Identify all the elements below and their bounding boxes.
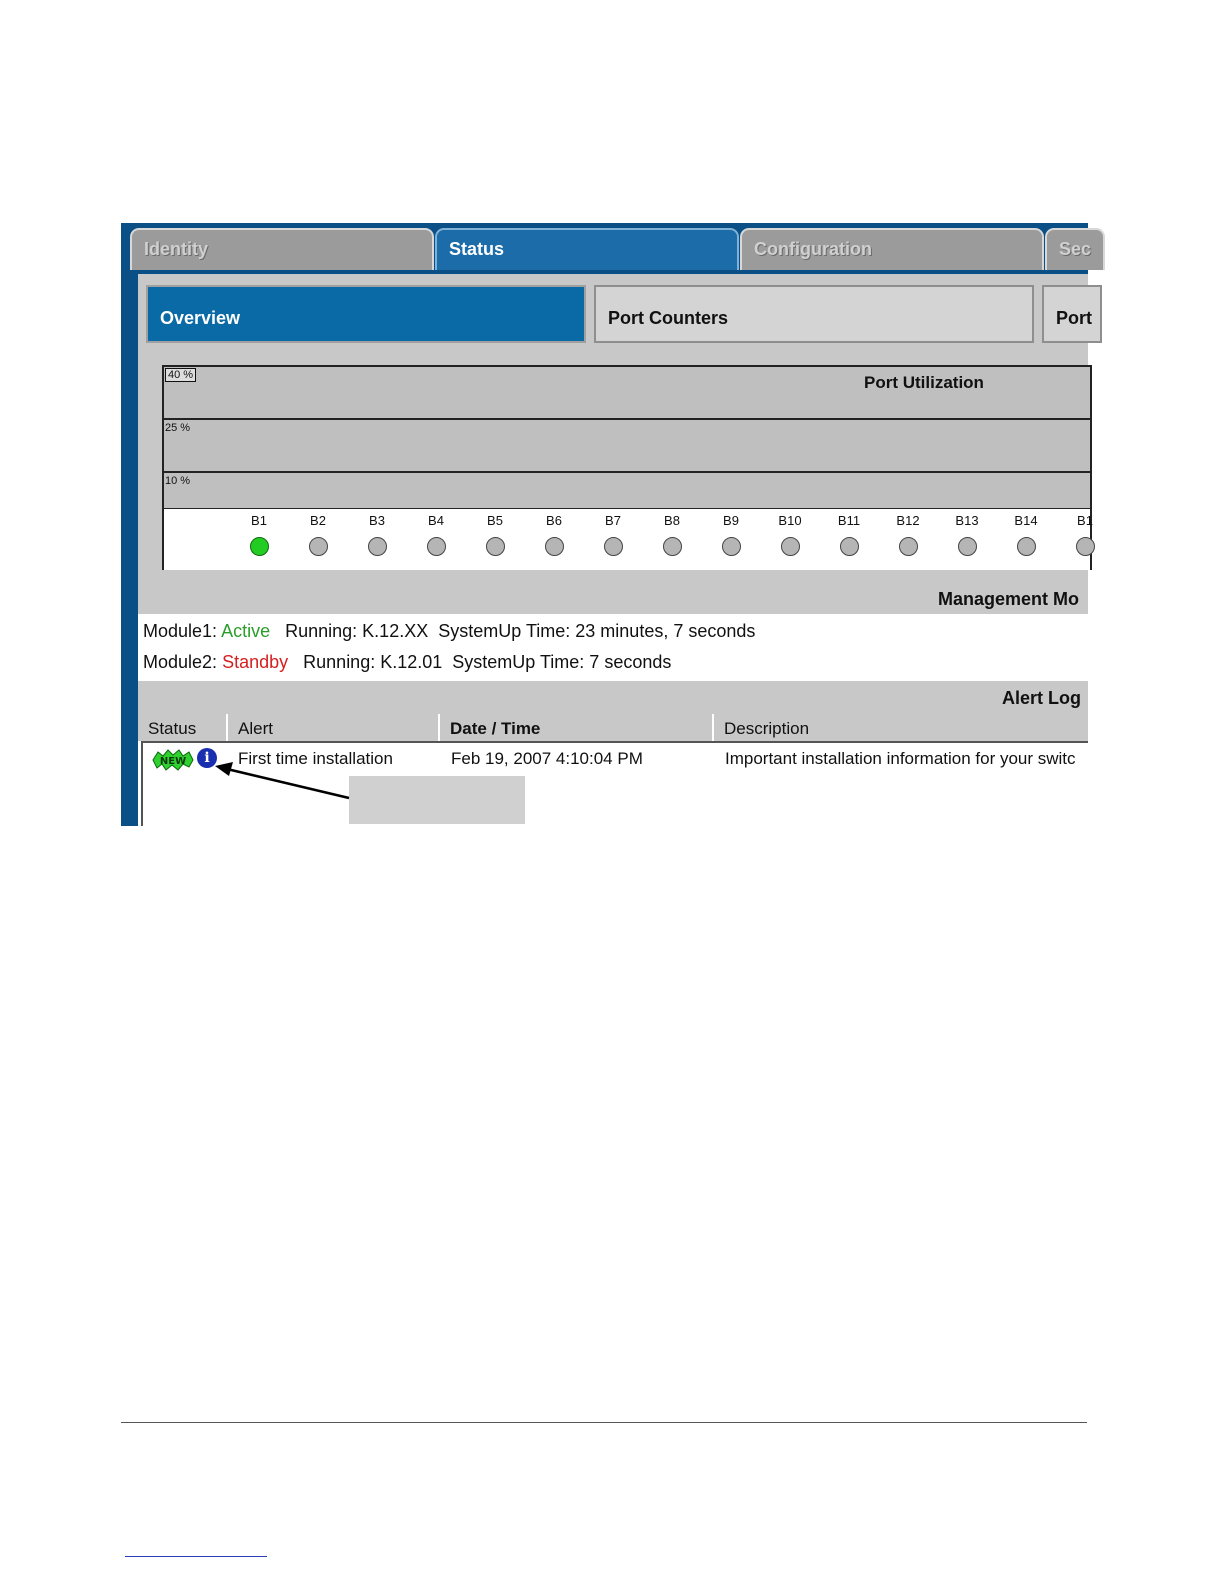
port-status-led-icon[interactable] — [250, 537, 269, 556]
port-status-led-icon[interactable] — [899, 537, 918, 556]
port-b6-indicator[interactable] — [529, 513, 579, 556]
port-b2-indicator[interactable] — [293, 513, 343, 556]
port-label: B9 — [723, 513, 739, 528]
tab-identity[interactable]: Identity — [130, 228, 434, 270]
port-label: B2 — [310, 513, 326, 528]
module2-name: Module2: — [143, 652, 218, 672]
management-title: Management Mo — [938, 589, 1080, 609]
alert-log-column-headers — [138, 714, 1088, 741]
svg-text:NEW: NEW — [159, 756, 187, 767]
port-utilization-chart — [162, 365, 1092, 570]
port-label: B4 — [428, 513, 444, 528]
port-utilization-panel — [138, 352, 1093, 582]
level-label-40: 40 % — [165, 368, 196, 382]
port-status-led-icon[interactable] — [958, 537, 977, 556]
level-label-25: 25 % — [165, 422, 191, 434]
module2-uptime: SystemUp Time: 7 seconds — [452, 652, 672, 672]
tab-security[interactable]: Sec — [1045, 228, 1105, 270]
port-status-led-icon[interactable] — [1076, 537, 1095, 556]
port-b5-indicator[interactable] — [470, 513, 520, 556]
subtab-port-counters[interactable]: Port Counters — [594, 285, 1034, 343]
port-label: B12 — [896, 513, 920, 528]
port-b1-indicator[interactable] — [234, 513, 284, 556]
port-status-led-icon[interactable] — [663, 537, 682, 556]
module2-status-line — [143, 652, 671, 673]
port-label: B8 — [664, 513, 680, 528]
management-modules-header — [138, 582, 1088, 614]
port-b8-indicator[interactable] — [647, 513, 697, 556]
subtab-bar — [138, 274, 1092, 352]
port-label: B14 — [1014, 513, 1038, 528]
column-alert[interactable]: Alert — [228, 714, 440, 741]
port-label: B1 — [251, 513, 267, 528]
page-footer-rule — [121, 1422, 1087, 1423]
port-label: B7 — [605, 513, 621, 528]
column-description[interactable]: Description — [724, 719, 810, 738]
module2-state: Standby — [222, 652, 289, 672]
switch-web-ui-screenshot — [121, 223, 1093, 826]
module1-uptime: SystemUp Time: 23 minutes, 7 seconds — [438, 621, 756, 641]
description-cell: Important installation information for your switc — [725, 749, 1076, 768]
port-b11-indicator[interactable] — [824, 513, 874, 556]
alert-log-header — [138, 681, 1088, 714]
alert-log-title: Alert Log — [1002, 688, 1081, 708]
date-time-cell: Feb 19, 2007 4:10:04 PM — [451, 749, 643, 768]
port-b14-indicator[interactable] — [1001, 513, 1051, 556]
port-label: B11 — [837, 513, 861, 528]
port-label: B1 — [1077, 513, 1093, 528]
info-icon[interactable]: i — [197, 748, 217, 768]
level-label-10: 10 % — [165, 475, 191, 487]
port-status-led-icon[interactable] — [840, 537, 859, 556]
port-b7-indicator[interactable] — [588, 513, 638, 556]
port-label: B10 — [778, 513, 802, 528]
port-b3-indicator[interactable] — [352, 513, 402, 556]
column-date-time[interactable]: Date / Time — [440, 714, 714, 741]
port-label: B3 — [369, 513, 385, 528]
port-b4-indicator[interactable] — [411, 513, 461, 556]
port-status-row — [164, 509, 1093, 570]
port-status-led-icon[interactable] — [722, 537, 741, 556]
port-status-led-icon[interactable] — [368, 537, 387, 556]
alert-cell: First time installation — [238, 749, 393, 768]
port-b9-indicator[interactable] — [706, 513, 756, 556]
status-content-panel — [138, 274, 1093, 826]
module1-state: Active — [221, 621, 271, 641]
callout-label-box — [349, 776, 525, 824]
subtab-overview[interactable]: Overview — [146, 285, 586, 343]
port-label: B6 — [546, 513, 562, 528]
module1-running: Running: K.12.XX — [285, 621, 429, 641]
column-status[interactable]: Status — [138, 714, 228, 741]
module2-running: Running: K.12.01 — [303, 652, 443, 672]
subtab-port[interactable]: Port — [1042, 285, 1102, 343]
footer-link-underline[interactable] — [125, 1556, 267, 1557]
port-b13-indicator[interactable] — [942, 513, 992, 556]
gridline-25 — [164, 418, 1090, 420]
port-status-led-icon[interactable] — [309, 537, 328, 556]
module1-status-line — [143, 621, 755, 642]
port-status-led-icon[interactable] — [1017, 537, 1036, 556]
alert-log-table-body — [141, 741, 1088, 826]
gridline-10 — [164, 471, 1090, 473]
port-status-led-icon[interactable] — [604, 537, 623, 556]
port-status-led-icon[interactable] — [427, 537, 446, 556]
tab-configuration[interactable]: Configuration — [740, 228, 1044, 270]
module1-name: Module1: — [143, 621, 218, 641]
tab-status[interactable]: Status — [435, 228, 739, 270]
new-badge-icon — [151, 750, 195, 770]
port-b1-indicator[interactable] — [1060, 513, 1110, 556]
port-label: B5 — [487, 513, 503, 528]
port-label: B13 — [955, 513, 979, 528]
chart-title: Port Utilization — [864, 373, 984, 392]
port-status-led-icon[interactable] — [486, 537, 505, 556]
port-status-led-icon[interactable] — [545, 537, 564, 556]
port-b10-indicator[interactable] — [765, 513, 815, 556]
port-b12-indicator[interactable] — [883, 513, 933, 556]
port-status-led-icon[interactable] — [781, 537, 800, 556]
